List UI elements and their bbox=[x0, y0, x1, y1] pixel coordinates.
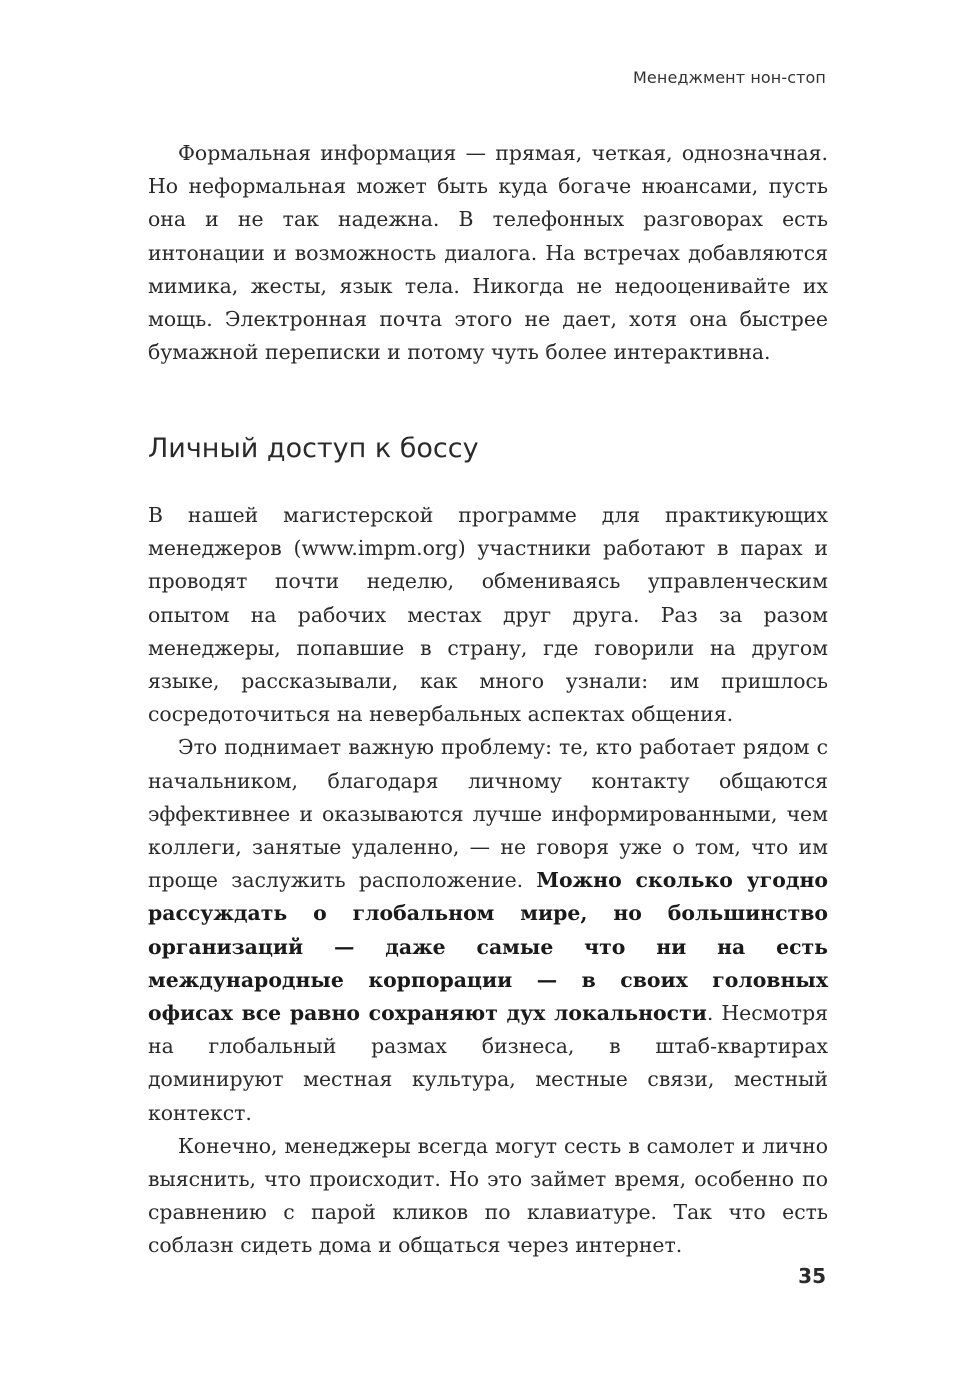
paragraph-2-start: Это поднимает важную проблему: те, кто работает рядом с начальником, благодаря личному контакту общаются эффективнее и оказываются лучше информированными, чем коллеги, занятые удаленно, — не говоря уже о том, что им проще заслужить расположение. bbox=[148, 735, 828, 893]
section-paragraph-2 bbox=[148, 731, 828, 1129]
paragraph-2-bold-statement: Можно сколько угодно рассуждать о глобальном мире, но большинство организаций — даже самые что ни на есть международные корпорации — в своих головных офисах все равно сохраняют дух локальности bbox=[148, 868, 828, 1026]
section-paragraph-1: В нашей магистерской программе для практикующих менеджеров (www.impm.org) участники работают в парах и проводят почти неделю, обмениваясь управленческим опытом на рабочих местах друг друга. Раз за разом менеджеры, попавшие в страну, где говорили на другом языке, рассказывали, как много узнали: им пришлось сосредоточиться на невербальных аспектах общения. bbox=[148, 503, 828, 727]
intro-paragraph: Формальная информация — прямая, четкая, однозначная. Но неформальная может быть куда богаче нюансами, пусть она и не так надежна. В телефонных разговорах есть интонации и возможность диалога. На встречах добавляются мимика, жесты, язык тела. Никогда не недооценивайте их мощь. Электронная почта этого не дает, хотя она быстрее бумажной переписки и потому чуть более интерактивна. bbox=[148, 141, 828, 365]
paragraph-2-end: . Несмотря на глобальный размах бизнеса, в штаб-квартирах доминируют местная культура, местные связи, местный контекст. bbox=[148, 1001, 828, 1125]
page-number: 35 bbox=[798, 1264, 826, 1288]
section-text-block bbox=[148, 499, 828, 1263]
section-paragraph-3: Конечно, менеджеры всегда могут сесть в самолет и лично выяснить, что происходит. Но это займет время, особенно по сравнению с парой кликов по клавиатуре. Так что есть соблазн сидеть дома и общаться через интернет. bbox=[148, 1133, 828, 1258]
intro-text-block bbox=[148, 137, 828, 369]
running-head: Менеджмент нон-стоп bbox=[633, 68, 826, 87]
section-heading: Личный доступ к боссу bbox=[148, 433, 479, 464]
